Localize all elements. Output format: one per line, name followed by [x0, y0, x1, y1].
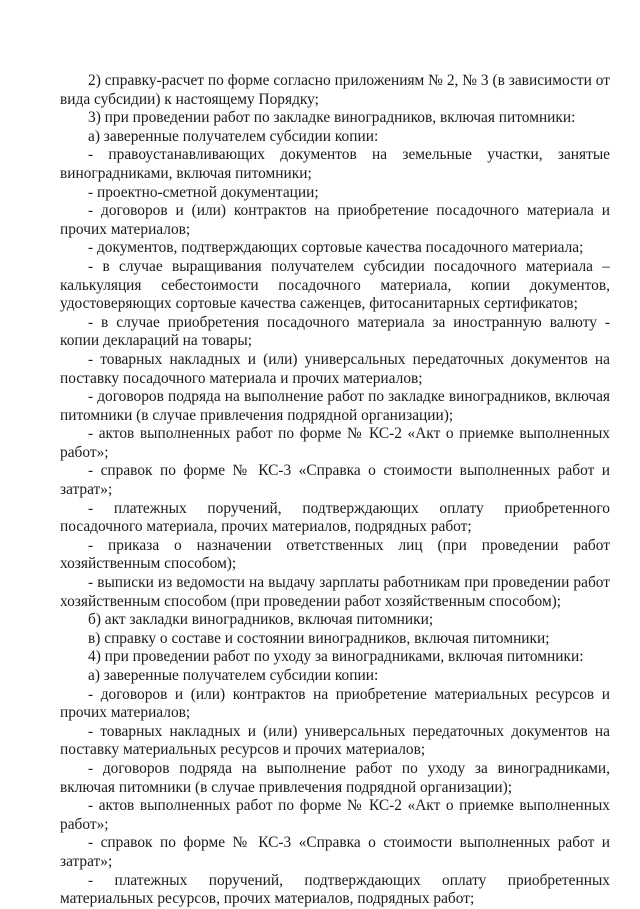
paragraph: - документов, подтверждающих сортовые качества посадочного материала;	[88, 239, 584, 257]
paragraph: - платежных поручений, подтверждающих оплату приобретенного посадочного материала, прочих материалов, подрядных работ;	[60, 499, 610, 536]
paragraph: 2) справку-расчет по форме согласно приложениям № 2, № 3 (в зависимости от вида субсидии) к настоящему Порядку;	[60, 72, 610, 108]
paragraph: - договоров подряда на выполнение работ по закладке виноградников, включая питомники (в случае привлечения подрядной организации);	[60, 388, 610, 424]
paragraph: - в случае выращивания получателем субсидии посадочного материала – калькуляция себестоимости посадочного материала, копии документов, удостоверяющих сортовые качества саженцев, фитосанитарных сертификатов;	[60, 257, 610, 313]
paragraph: - в случае приобретения посадочного материала за иностранную валюту - копии деклараций на товары;	[60, 313, 610, 350]
paragraph: - приказа о назначении ответственных лиц (при проведении работ хозяйственным способом);	[60, 536, 610, 573]
paragraph: - правоустанавливающих документов на земельные участки, занятые виноградниками, включая питомники;	[60, 146, 610, 182]
paragraph: - платежных поручений, подтверждающих оплату приобретенных материальных ресурсов, прочих материалов, подрядных работ;	[60, 871, 610, 908]
paragraph: - выписки из ведомости на выдачу зарплаты работникам при проведении работ хозяйственным способом (при проведении работ хозяйственным способом);	[60, 574, 610, 610]
paragraph: а) заверенные получателем субсидии копии:	[88, 667, 379, 684]
paragraph: б) акт закладки виноградников, включая питомники;	[88, 611, 434, 629]
paragraph: - справок по форме № КС-3 «Справка о стоимости выполненных работ и затрат»;	[60, 462, 610, 499]
paragraph: - товарных накладных и (или) универсальных передаточных документов на поставку материальных ресурсов и прочих материалов;	[60, 722, 610, 759]
document-body	[60, 72, 610, 909]
paragraph: - актов выполненных работ по форме № КС-2 «Акт о приемке выполненных работ»;	[60, 425, 610, 461]
paragraph: 4) при проведении работ по уходу за виноградниками, включая питомники:	[88, 648, 584, 666]
paragraph: - договоров и (или) контрактов на приобретение материальных ресурсов и прочих материалов;	[60, 685, 610, 722]
paragraph: - договоров и (или) контрактов на приобретение посадочного материала и прочих материалов;	[60, 202, 610, 238]
paragraph: - актов выполненных работ по форме № КС-2 «Акт о приемке выполненных работ»;	[60, 797, 610, 833]
paragraph: а) заверенные получателем субсидии копии:	[88, 127, 379, 145]
paragraph: 3) при проведении работ по закладке виноградников, включая питомники:	[88, 109, 576, 127]
paragraph: - справок по форме № КС-3 «Справка о стоимости выполненных работ и затрат»;	[60, 834, 610, 870]
paragraph: - товарных накладных и (или) универсальных передаточных документов на поставку посадочного материала и прочих материалов;	[60, 350, 610, 387]
paragraph: - проектно-сметной документации;	[88, 183, 319, 201]
paragraph: в) справку о составе и состоянии виноградников, включая питомники;	[88, 629, 550, 647]
paragraph: - договоров подряда на выполнение работ по уходу за виноградниками, включая питомники (в случае привлечения подрядной организации);	[60, 759, 610, 796]
